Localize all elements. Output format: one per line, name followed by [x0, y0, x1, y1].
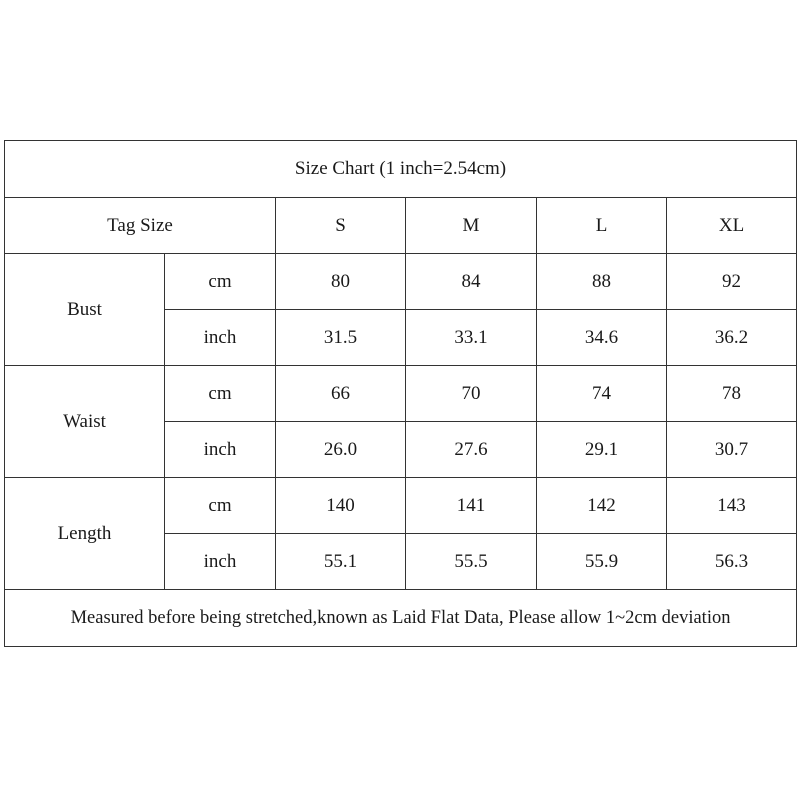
- table-cell: 66: [276, 366, 406, 422]
- unit-label: inch: [165, 422, 276, 478]
- table-row: [5, 478, 797, 534]
- table-cell: 33.1: [406, 310, 537, 366]
- measure-label-waist: Waist: [5, 366, 165, 478]
- table-title: Size Chart (1 inch=2.54cm): [5, 141, 797, 198]
- table-cell: 141: [406, 478, 537, 534]
- table-cell: 30.7: [667, 422, 797, 478]
- table-cell: 80: [276, 254, 406, 310]
- unit-label: cm: [165, 478, 276, 534]
- table-row: [5, 254, 797, 310]
- size-header-xl: XL: [667, 198, 797, 254]
- table-cell: 34.6: [537, 310, 667, 366]
- table-cell: 140: [276, 478, 406, 534]
- table-cell: 84: [406, 254, 537, 310]
- table-cell: 142: [537, 478, 667, 534]
- table-cell: 27.6: [406, 422, 537, 478]
- table-row: [5, 366, 797, 422]
- footer-row: [5, 590, 797, 647]
- table-cell: 74: [537, 366, 667, 422]
- footer-note: Measured before being stretched,known as Laid Flat Data, Please allow 1~2cm deviation: [5, 590, 797, 647]
- measure-label-bust: Bust: [5, 254, 165, 366]
- size-header-s: S: [276, 198, 406, 254]
- size-header-l: L: [537, 198, 667, 254]
- unit-label: inch: [165, 310, 276, 366]
- table-cell: 88: [537, 254, 667, 310]
- tag-size-header: Tag Size: [5, 198, 276, 254]
- unit-label: inch: [165, 534, 276, 590]
- table-cell: 31.5: [276, 310, 406, 366]
- table-cell: 55.1: [276, 534, 406, 590]
- size-chart-table: [4, 140, 797, 647]
- title-row: [5, 141, 797, 198]
- table-cell: 92: [667, 254, 797, 310]
- unit-label: cm: [165, 366, 276, 422]
- size-header-m: M: [406, 198, 537, 254]
- measure-label-length: Length: [5, 478, 165, 590]
- unit-label: cm: [165, 254, 276, 310]
- table-cell: 29.1: [537, 422, 667, 478]
- table-cell: 26.0: [276, 422, 406, 478]
- table-cell: 55.5: [406, 534, 537, 590]
- table-cell: 70: [406, 366, 537, 422]
- table-cell: 78: [667, 366, 797, 422]
- table-cell: 36.2: [667, 310, 797, 366]
- table-cell: 56.3: [667, 534, 797, 590]
- table-cell: 143: [667, 478, 797, 534]
- table-cell: 55.9: [537, 534, 667, 590]
- header-row: [5, 198, 797, 254]
